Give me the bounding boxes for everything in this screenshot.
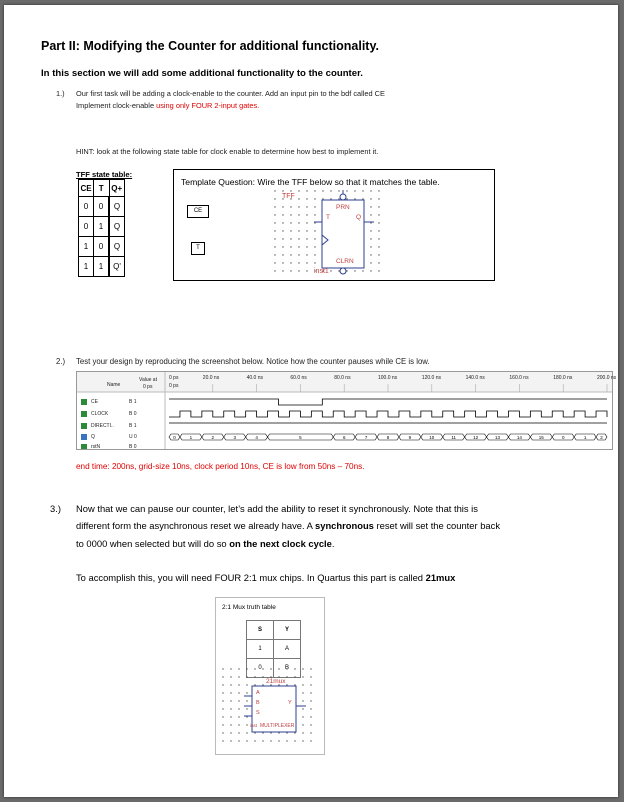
mux-pin-a: A xyxy=(256,690,260,696)
q-bus-value: 0 xyxy=(173,435,176,440)
time-label: 120.0 ns xyxy=(421,375,441,381)
q-bus-value: 11 xyxy=(451,435,457,440)
q-label: Q xyxy=(356,214,362,221)
time-label: 160.0 ns xyxy=(509,375,529,381)
mux-pin-s: S xyxy=(256,710,260,716)
mux-pin-y: Y xyxy=(288,700,292,706)
task3-21mux: 21mux xyxy=(425,572,456,583)
signal-name-rstn: rstN xyxy=(91,444,101,450)
tff-cell: Q xyxy=(109,237,125,257)
task3-next-clock: on the next clock cycle xyxy=(229,538,332,549)
name-header: Name xyxy=(107,382,121,388)
time-label: 100.0 ns xyxy=(378,375,398,381)
value-header-ps: 0 ps xyxy=(143,384,153,390)
q-bus-value: 0 xyxy=(561,435,565,440)
mux-table-title: 2:1 Mux truth table xyxy=(222,604,276,611)
mux-header-s: S xyxy=(247,621,274,640)
page-title: Part II: Modifying the Counter for additional functionality. xyxy=(41,39,379,53)
time-label: 40.0 ns xyxy=(246,375,263,381)
tff-cell: 1 xyxy=(79,257,94,277)
tff-state-table xyxy=(78,179,125,277)
ce-input-pin[interactable]: CE xyxy=(187,205,209,218)
q-bus-value: 4 xyxy=(255,435,258,440)
q-bus-value: 7 xyxy=(364,435,368,440)
task3-line1: Now that we can pause our counter, let’s add the ability to reset it synchronously. Note that this is xyxy=(76,503,478,514)
mux-cell: A xyxy=(274,640,301,659)
task3-number: 3.) xyxy=(50,503,61,514)
q-bus-value: 1 xyxy=(189,435,193,440)
mux-figure xyxy=(215,597,325,755)
signal-value-ce: B 1 xyxy=(129,399,137,405)
time-label: 140.0 ns xyxy=(465,375,485,381)
tff-cell: 0 xyxy=(79,197,94,217)
template-question-box xyxy=(173,169,495,281)
section-intro: In this section we will add some additional functionality to the counter. xyxy=(41,68,363,79)
tff-cell: 0 xyxy=(94,237,110,257)
q-bus-value: 12 xyxy=(473,435,479,440)
task1-number: 1.) xyxy=(56,89,65,98)
tff-cell: Q xyxy=(109,197,125,217)
signal-icons xyxy=(81,399,87,449)
q-bus-value: 2 xyxy=(600,435,603,440)
value-header: Value at xyxy=(139,377,157,383)
tff-symbol[interactable] xyxy=(274,190,384,276)
task3-mux-sentence: To accomplish this, you will need FOUR 2:1 mux chips. In Quartus this part is called xyxy=(76,572,426,583)
tff-label: TFF xyxy=(282,193,295,200)
document-page xyxy=(4,5,618,797)
task1-red-text: using only FOUR 2-input gates. xyxy=(156,101,260,110)
waveform-note: end time: 200ns, grid-size 10ns, clock period 10ns, CE is low from 50ns – 70ns. xyxy=(76,462,365,471)
q-bus-value: 15 xyxy=(538,435,544,440)
signal-name-ce: CE xyxy=(91,399,98,405)
task1-line2 xyxy=(76,101,259,110)
time-label: 20.0 ns xyxy=(202,375,220,381)
mux-pin-b: B xyxy=(256,700,260,706)
mux-header-y: Y xyxy=(274,621,301,640)
clrn-label: CLRN xyxy=(336,258,354,265)
signal-value-rstn: B 0 xyxy=(129,444,137,450)
q-bus-waveform xyxy=(169,434,607,440)
tff-header-t: T xyxy=(94,180,110,197)
tff-cell: 1 xyxy=(94,257,110,277)
task1-line1: Our first task will be adding a clock-enable to the counter. Add an input pin to the bdf called CE xyxy=(76,89,385,98)
signal-name-direction: DIRECTI.. xyxy=(91,423,114,429)
q-bus-value: 2 xyxy=(211,435,215,440)
tff-table-title: TFF state table: xyxy=(76,170,133,179)
time-label: 180.0 ns xyxy=(553,375,573,381)
time-label: 80.0 ns xyxy=(334,375,351,381)
signal-name-q: Q xyxy=(91,434,95,440)
task3-synchronous: synchronous xyxy=(315,520,374,531)
task2-text: Test your design by reproducing the screenshot below. Notice how the counter pauses while CE is low. xyxy=(76,357,430,366)
task3-line3 xyxy=(76,535,335,552)
tff-cell: 1 xyxy=(79,237,94,257)
waveform-svg xyxy=(77,372,612,449)
signal-value-clock: B 0 xyxy=(129,411,137,417)
task3-line2-c: reset will set the counter back xyxy=(373,520,501,531)
task3-line3-a: to 0000 when selected but will do so xyxy=(76,538,230,549)
hint-text: HINT: look at the following state table for clock enable to determine how best to implement it. xyxy=(76,147,379,156)
q-bus-value: 9 xyxy=(408,435,412,440)
task2-number: 2.) xyxy=(56,357,66,366)
prn-label: PRN xyxy=(336,204,350,211)
signal-name-clock: CLOCK xyxy=(91,411,109,417)
mux-inst-label: inst xyxy=(250,723,258,728)
mux-footer: MULTIPLEXER xyxy=(260,723,295,729)
ce-waveform xyxy=(169,399,607,405)
template-title: Template Question: Wire the TFF below so that it matches the table. xyxy=(181,177,440,187)
cursor-label-2: 0 ps xyxy=(169,383,179,389)
mux-cell: 1 xyxy=(247,640,274,659)
waveform-panel[interactable] xyxy=(76,371,617,450)
task3-line2 xyxy=(76,517,500,534)
q-bus-value: 13 xyxy=(494,435,501,440)
t-input-pin[interactable]: T xyxy=(191,242,205,255)
inst-label: inst1 xyxy=(314,268,329,275)
time-label: 200.0 ns xyxy=(597,375,617,381)
time-label: 60.0 ns xyxy=(290,375,307,381)
tff-cell: 0 xyxy=(79,217,94,237)
q-bus-value: 5 xyxy=(299,435,302,440)
tff-cell: Q xyxy=(109,217,125,237)
task3-line3-end: . xyxy=(331,538,335,549)
cursor-label: 0 ps xyxy=(169,375,179,381)
q-bus-value: 10 xyxy=(429,435,435,440)
task1-line2-text: Implement clock-enable xyxy=(76,101,157,110)
clock-waveform xyxy=(169,411,607,417)
mux-chip-name: 21mux xyxy=(266,678,286,685)
tff-cell: Q' xyxy=(109,257,125,277)
signal-value-direction: B 1 xyxy=(129,423,137,429)
t-label: T xyxy=(326,214,330,221)
tff-cell: 0 xyxy=(94,197,110,217)
task3-mux-text xyxy=(76,569,455,586)
task3-line2-a: different form the asynchronous reset we already have. A xyxy=(76,520,316,531)
q-bus-value: 3 xyxy=(233,435,236,440)
tff-cell: 1 xyxy=(94,217,110,237)
signal-value-q: U 0 xyxy=(129,434,137,440)
q-bus-value: 6 xyxy=(342,435,346,440)
tff-header-qplus: Q+ xyxy=(109,180,125,197)
q-bus-value: 1 xyxy=(583,435,587,440)
tff-header-ce: CE xyxy=(79,180,94,197)
q-bus-value: 14 xyxy=(516,435,522,440)
q-bus-value: 8 xyxy=(386,435,390,440)
